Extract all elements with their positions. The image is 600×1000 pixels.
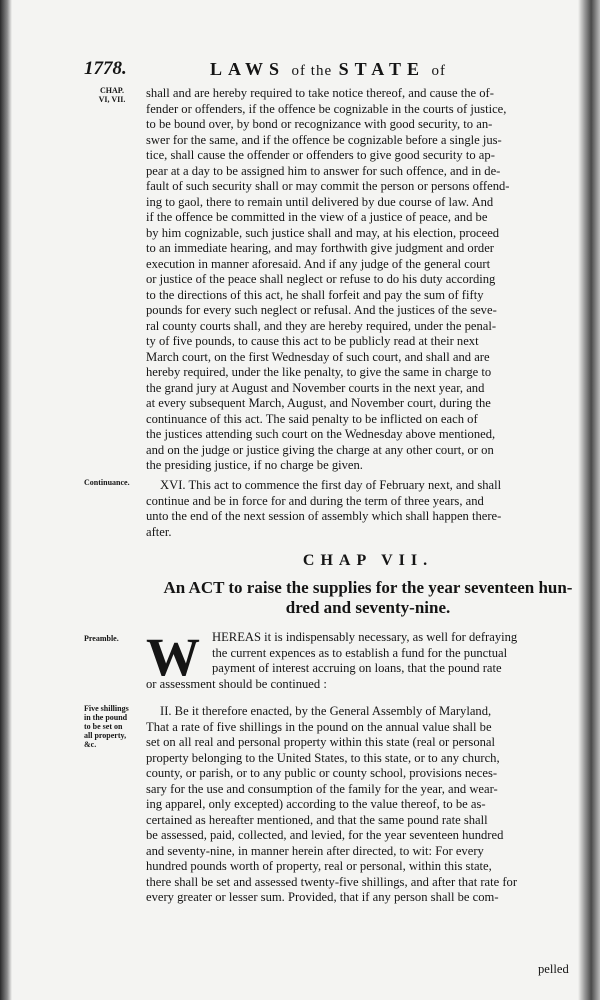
text-line: fender or offenders, if the offence be cognizable in the courts of justice, xyxy=(146,101,507,116)
act-title-line: dred and seventy-nine. xyxy=(285,598,451,617)
text-line: ral county courts shall, and they are hereby required, under the penal- xyxy=(146,318,497,333)
text-line: II. Be it therefore enacted, by the General Assembly of Maryland, xyxy=(160,704,492,718)
running-head-state: STATE xyxy=(338,59,425,79)
text-line: to an immediate hearing, and may forthwith give judgment and order xyxy=(146,241,494,255)
text-line: after. xyxy=(146,524,172,539)
margin-note-five-shillings xyxy=(84,704,140,749)
text-line: or justice of the peace shall neglect or refuse to do his duty according xyxy=(146,272,496,286)
text-line: be assessed, paid, collected, and levied, for the year seventeen hundred xyxy=(146,828,504,842)
text-line: every greater or lesser sum. Provided, that if any person shall be com- xyxy=(146,890,499,904)
text-line: ty of five pounds, to cause this act to be publicly read at their next xyxy=(146,334,479,348)
margin-note-line: in the pound xyxy=(84,713,128,722)
margin-note-line: &c. xyxy=(84,740,97,749)
text-line: execution in manner aforesaid. And if any judge of the general court xyxy=(146,256,491,271)
drop-cap: W xyxy=(146,627,200,687)
text-line: or assessment should be continued : xyxy=(146,676,327,691)
act-title-line: An ACT to raise the supplies for the year seventeen hun- xyxy=(163,578,573,597)
paragraph-xvi xyxy=(146,478,590,540)
text-line: and seventy-nine, in manner herein after directed, to wit: For every xyxy=(146,843,484,858)
text-line: fault of such security shall or may commit the person or persons offend- xyxy=(146,179,510,193)
text-line: March court, on the first Wednesday of such court, and shall and are xyxy=(146,349,490,364)
margin-note-chap-label: CHAP. xyxy=(100,86,124,95)
running-head xyxy=(210,59,446,80)
paragraph-preamble xyxy=(146,627,590,692)
text-line: set on all real and personal property within this state (real or personal xyxy=(146,735,496,749)
text-line: payment of interest accruing on loans, that the pound rate xyxy=(212,661,502,675)
margin-note-preamble: Preamble. xyxy=(84,634,119,643)
paragraph-ii xyxy=(146,704,590,906)
margin-note-line: to be set on xyxy=(84,722,123,731)
text-line: at every subsequent March, August, and November court, during the xyxy=(146,396,491,410)
running-head-laws: LAWS xyxy=(210,59,286,79)
text-line: continue and be in force for and during the term of three years, and xyxy=(146,493,484,508)
text-line: swer for the same, and if the offence be cognizable before a single jus- xyxy=(146,132,502,147)
chapter-heading: CHAP VII. xyxy=(302,552,434,569)
text-line: HEREAS it is indispensably necessary, as well for defraying xyxy=(212,630,518,644)
text-line: ing to gaol, there to remain until delivered by due course of law. And xyxy=(146,194,494,209)
act-title xyxy=(146,578,590,618)
text-line: pear at a day to be assigned him to answer for such offence, and in de- xyxy=(146,163,501,178)
text-line: hereby required, under the like penalty, to give the same in charge to xyxy=(146,365,492,379)
text-line: property belonging to the United States, to this state, or to any church, xyxy=(146,750,500,765)
text-line: if the offence be committed in the view of a justice of peace, and be xyxy=(146,210,488,224)
margin-note-continuance: Continuance. xyxy=(84,478,130,487)
text-line: to the directions of this act, he shall forfeit and pay the sum of fifty xyxy=(146,287,484,302)
text-line: XVI. This act to commence the first day of February next, and shall xyxy=(160,478,502,492)
text-line: pounds for every such neglect or refusal. And the justices of the seve- xyxy=(146,303,497,317)
text-line: to be bound over, by bond or recognizance with good security, to an- xyxy=(146,117,493,131)
margin-note-line: Five shillings xyxy=(84,704,129,713)
text-line: there shall be set and assessed twenty-five shillings, and after that rate for xyxy=(146,874,518,889)
text-line: shall and are hereby required to take notice thereof, and cause the of- xyxy=(146,86,494,100)
margin-note-chap-numbers: VI, VII. xyxy=(98,95,126,104)
text-line: hundred pounds worth of property, real or personal, within this state, xyxy=(146,859,492,873)
page-binding-shadow xyxy=(0,0,12,1000)
text-line: the grand jury at August and November courts in the next year, and xyxy=(146,380,485,395)
text-line: certained as hereafter mentioned, and that the same pound rate shall xyxy=(146,812,488,827)
text-line: county, or parish, or to any public or county school, provisions neces- xyxy=(146,766,498,780)
text-line: That a rate of five shillings in the pound on the annual value shall be xyxy=(146,719,492,734)
running-head-of: of xyxy=(431,63,446,79)
text-line: the presiding justice, if no charge be given. xyxy=(146,458,363,472)
text-line: sary for the use and consumption of the family for the year, and wear- xyxy=(146,781,498,796)
text-line: by him cognizable, such justice shall and may, at his election, proceed xyxy=(146,225,500,240)
text-line: continuance of this act. The said penalty to be inflicted on each of xyxy=(146,411,478,426)
text-line: the current expences as to establish a fund for the punctual xyxy=(212,645,508,660)
text-line: tice, shall cause the offender or offenders to give good security to ap- xyxy=(146,148,495,162)
text-line: unto the end of the next session of assembly which shall happen there- xyxy=(146,509,502,523)
margin-note-chap xyxy=(84,86,140,104)
text-line: ing apparel, only excepted) according to the value thereof, to be as- xyxy=(146,797,486,811)
margin-note-line: all property, xyxy=(84,731,127,740)
running-head-of-the: of the xyxy=(291,63,333,79)
text-line: and on the judge or justice giving the charge at any other court, or on xyxy=(146,442,494,457)
page-header xyxy=(84,58,554,82)
header-year: 1778. xyxy=(84,58,127,79)
text-line: the justices attending such court on the Wednesday above mentioned, xyxy=(146,427,496,441)
paragraph-continued xyxy=(146,86,590,474)
catchword: pelled xyxy=(538,962,569,976)
